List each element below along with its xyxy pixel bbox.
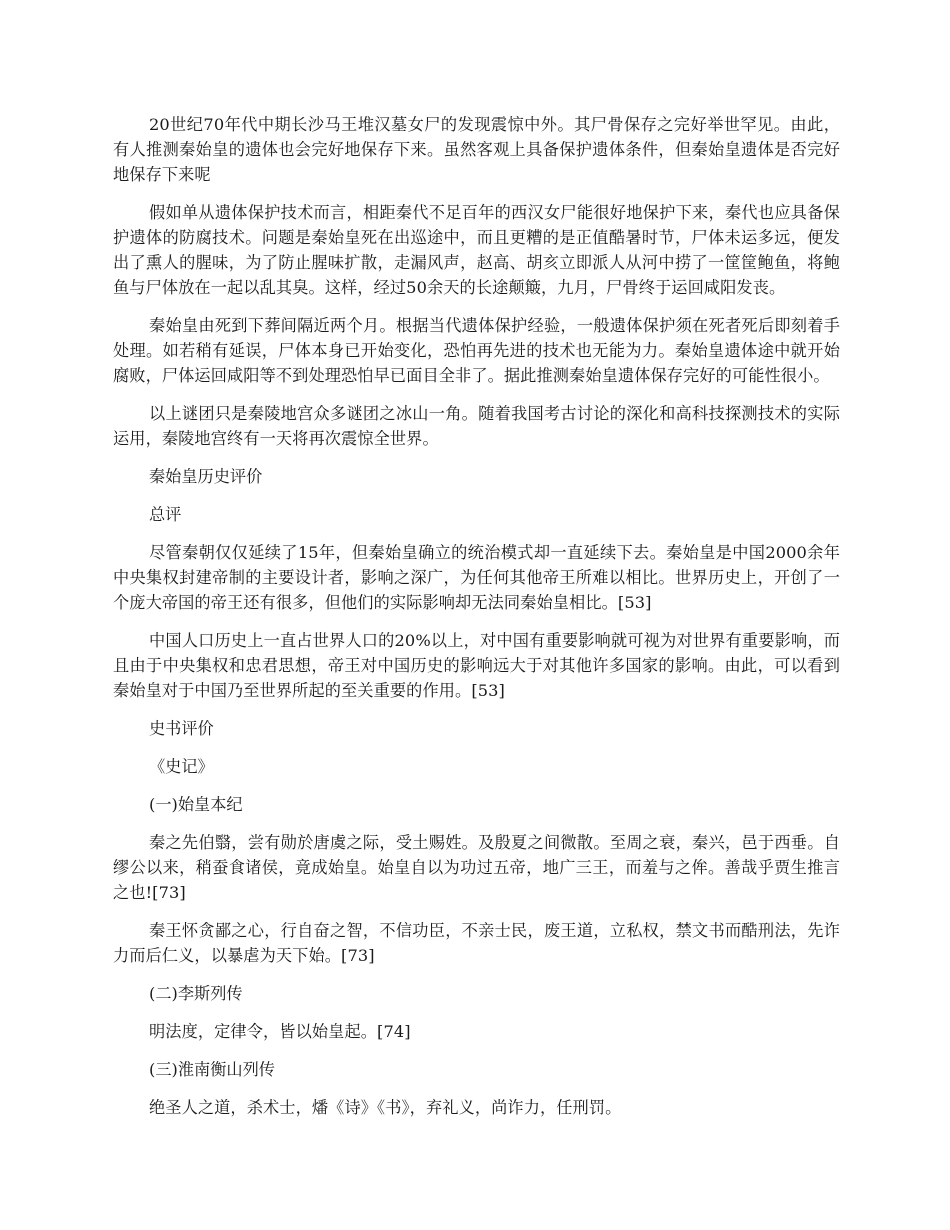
- document-body: [113, 112, 840, 1133]
- paragraph-annals-quote-2: 秦王怀贪鄙之心，行自奋之智，不信功臣，不亲士民，废王道，立私权，禁文书而酷刑法，先诈力而后仁义，以暴虐为天下始。[73]: [113, 921, 840, 965]
- paragraph-preservation-technique: 假如单从遗体保护技术而言，相距秦代不足百年的西汉女尸能很好地保护下来，秦代也应具备保护遗体的防腐技术。问题是秦始皇死在出巡途中，而且更糟的是正值酷暑时节，尸体未运多远，便发出了熏人的腥味，为了防止腥味扩散，走漏风声，赵高、胡亥立即派人从河中捞了一筐筐鲍鱼，将鲍鱼与尸体放在一起以乱其臭。这样，经过50余天的长途颠簸，九月，尸骨终于运回咸阳发丧。: [113, 203, 840, 297]
- paragraph-burial-interval: 秦始皇由死到下葬间隔近两个月。根据当代遗体保护经验，一般遗体保护须在死者死后即刻着手处理。如若稍有延误，尸体本身已开始变化，恐怕再先进的技术也无能为力。秦始皇遗体途中就开始腐败，尸体运回咸阳等不到处理恐怕早已面目全非了。据此推测秦始皇遗体保存完好的可能性很小。: [113, 316, 840, 385]
- subheading-huainan-hengshan-biography: (三)淮南衡山列传: [149, 1060, 275, 1079]
- paragraph-qin-dynasty-influence: 尽管秦朝仅仅延续了15年，但秦始皇确立的统治模式却一直延续下去。秦始皇是中国2000余年中央集权封建帝制的主要设计者，影响之深广，为任何其他帝王所难以相比。世界历史上，开创了一个庞大帝国的帝王还有很多，但他们的实际影响却无法同秦始皇相比。[53]: [113, 543, 840, 612]
- subheading-annals-first-emperor: (一)始皇本纪: [149, 795, 243, 814]
- paragraph-mawangdui-discovery: 20世纪70年代中期长沙马王堆汉墓女尸的发现震惊中外。其尸骨保存之完好举世罕见。由此，有人推测秦始皇的遗体也会完好地保存下来。虽然客观上具备保护遗体条件，但秦始皇遗体是否完好地保存下来呢: [113, 115, 840, 184]
- section-heading-historical-records: 史书评价: [149, 719, 214, 738]
- paragraph-li-si-quote: 明法度，定律令，皆以始皇起。[74]: [149, 1022, 411, 1041]
- subheading-li-si-biography: (二)李斯列传: [149, 984, 243, 1003]
- subheading-overall-evaluation: 总评: [149, 505, 182, 524]
- paragraph-annals-quote-1: 秦之先伯翳，尝有勋於唐虞之际，受土赐姓。及殷夏之间微散。至周之衰，秦兴，邑于西垂。自缪公以来，稍蚕食诸侯，竟成始皇。始皇自以为功过五帝，地广三王，而羞与之侔。善哉乎贾生推言之也![73]: [113, 833, 840, 902]
- paragraph-world-influence: 中国人口历史上一直占世界人口的20%以上，对中国有重要影响就可视为对世界有重要影响，而且由于中央集权和忠君思想，帝王对中国历史的影响远大于对其他许多国家的影响。由此，可以看到秦始皇对于中国乃至世界所起的至关重要的作用。[53]: [113, 631, 840, 700]
- section-heading-historical-evaluation: 秦始皇历史评价: [149, 467, 263, 486]
- subheading-shiji: 《史记》: [149, 757, 214, 776]
- paragraph-tomb-mysteries: 以上谜团只是秦陵地宫众多谜团之冰山一角。随着我国考古讨论的深化和高科技探测技术的实际运用，秦陵地宫终有一天将再次震惊全世界。: [113, 404, 840, 448]
- paragraph-huainan-quote: 绝圣人之道，杀术士，燔《诗》《书》，弃礼义，尚诈力，任刑罚。: [149, 1098, 622, 1117]
